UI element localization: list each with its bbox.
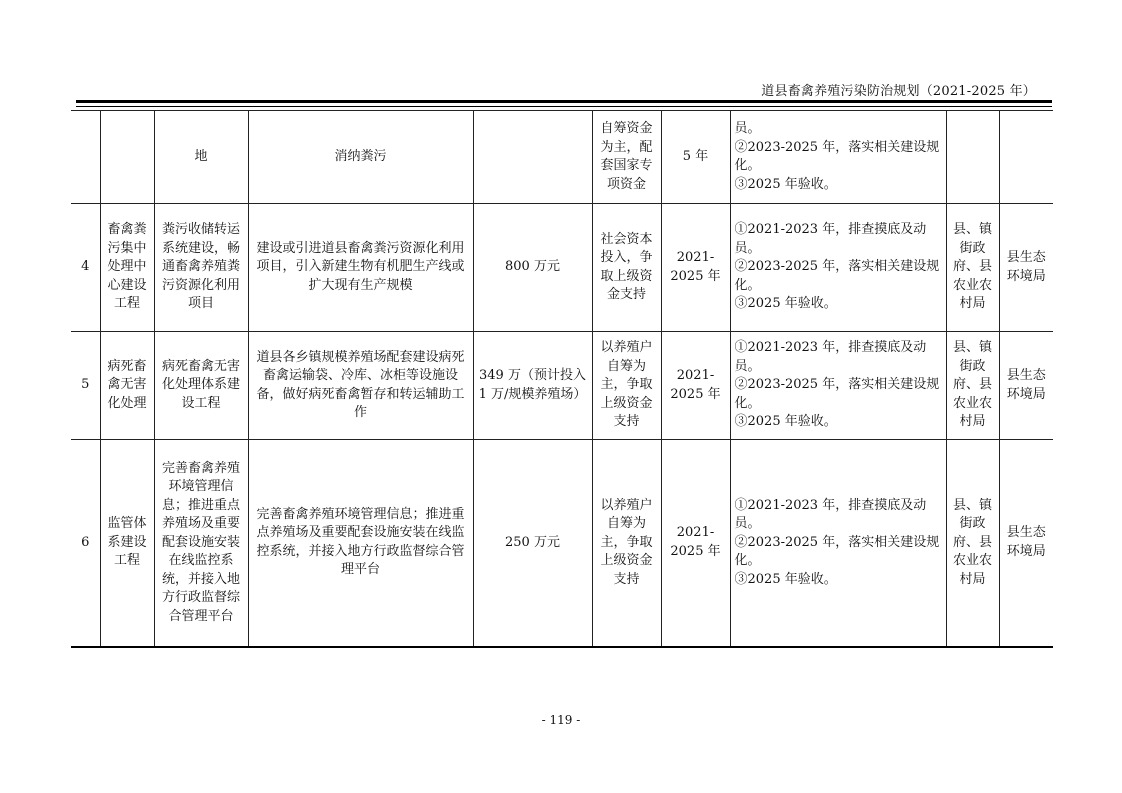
table-row: [71, 440, 1053, 647]
funding-source: 自筹资金为主，配套国家专项资金: [592, 111, 661, 204]
header-rule-thick: [76, 100, 1052, 103]
construction-content: 完善畜禽养殖环境管理信息；推进重点养殖场及重要配套设施安装在线监控系统，并接入地方行政监督综合管理平台: [248, 440, 473, 647]
implementation-steps: [730, 440, 946, 647]
step-line: ②2023-2025 年，落实相关建设规化。: [734, 259, 940, 293]
step-line: ③2025 年验收。: [734, 414, 837, 430]
row-number: 6: [71, 440, 100, 647]
responsible-unit: [999, 111, 1053, 204]
step-line: ①2021-2023 年，排查摸底及动员。: [734, 497, 927, 531]
construction-content: 建设或引进道县畜禽粪污资源化利用项目，引入新建生物有机肥生产线或扩大现有生产规模: [248, 204, 473, 332]
construction-scope: 地: [154, 111, 248, 204]
row-number: [71, 111, 100, 204]
construction-content: 道县各乡镇规模养殖场配套建设病死畜禽运输袋、冷库、冰柜等设施设备，做好病死畜禽暂存和转运辅助工作: [248, 332, 473, 440]
implementation-steps: [730, 332, 946, 440]
document-header-title: 道县畜禽养殖污染防治规划（2021-2025 年）: [761, 84, 1036, 99]
table-row: [71, 332, 1053, 440]
step-line: ③2025 年验收。: [734, 296, 837, 312]
investment-amount: 250 万元: [473, 440, 592, 647]
step-line: ①2021-2023 年，排查摸底及动员。: [734, 340, 927, 374]
implementation-period: 2021-2025 年: [661, 440, 730, 647]
project-plan-table: [71, 110, 1053, 648]
project-name: 畜禽粪污集中处理中心建设工程: [100, 204, 154, 332]
construction-content: 消纳粪污: [248, 111, 473, 204]
implementation-steps: [730, 204, 946, 332]
implementation-period: 5 年: [661, 111, 730, 204]
implementation-period: 2021-2025 年: [661, 204, 730, 332]
table-row: [71, 204, 1053, 332]
lead-unit: 县、镇街政府、县农业农村局: [946, 440, 999, 647]
lead-unit: [946, 111, 999, 204]
funding-source: 以养殖户自筹为主，争取上级资金支持: [592, 440, 661, 647]
investment-amount: [473, 111, 592, 204]
construction-scope: 完善畜禽养殖环境管理信息；推进重点养殖场及重要配套设施安装在线监控系统，并接入地方行政监督综合管理平台: [154, 440, 248, 647]
lead-unit: 县、镇街政府、县农业农村局: [946, 332, 999, 440]
responsible-unit: 县生态环境局: [999, 440, 1053, 647]
step-line: ②2023-2025 年，落实相关建设规化。: [734, 534, 940, 568]
project-name: 监管体系建设工程: [100, 440, 154, 647]
step-line: 员。: [734, 121, 761, 136]
header-rule-thin: [76, 106, 1052, 107]
row-number: 4: [71, 204, 100, 332]
funding-source: 以养殖户自筹为主，争取上级资金支持: [592, 332, 661, 440]
funding-source: 社会资本投入，争取上级资金支持: [592, 204, 661, 332]
page-number: - 119 -: [541, 713, 581, 727]
row-number: 5: [71, 332, 100, 440]
step-line: ③2025 年验收。: [734, 176, 837, 192]
implementation-steps: [730, 111, 946, 204]
implementation-period: 2021-2025 年: [661, 332, 730, 440]
table-row: [71, 111, 1053, 204]
investment-amount: 800 万元: [473, 204, 592, 332]
step-line: ②2023-2025 年，落实相关建设规化。: [734, 139, 940, 173]
construction-scope: 病死畜禽无害化处理体系建设工程: [154, 332, 248, 440]
step-line: ①2021-2023 年，排查摸底及动员。: [734, 222, 927, 256]
project-name: [100, 111, 154, 204]
lead-unit: 县、镇街政府、县农业农村局: [946, 204, 999, 332]
investment-amount: 349 万（预计投入1 万/规模养殖场）: [473, 332, 592, 440]
project-name: 病死畜禽无害化处理: [100, 332, 154, 440]
responsible-unit: 县生态环境局: [999, 204, 1053, 332]
construction-scope: 粪污收储转运系统建设，畅通畜禽养殖粪污资源化利用项目: [154, 204, 248, 332]
responsible-unit: 县生态环境局: [999, 332, 1053, 440]
step-line: ②2023-2025 年，落实相关建设规化。: [734, 377, 940, 411]
step-line: ③2025 年验收。: [734, 571, 837, 587]
